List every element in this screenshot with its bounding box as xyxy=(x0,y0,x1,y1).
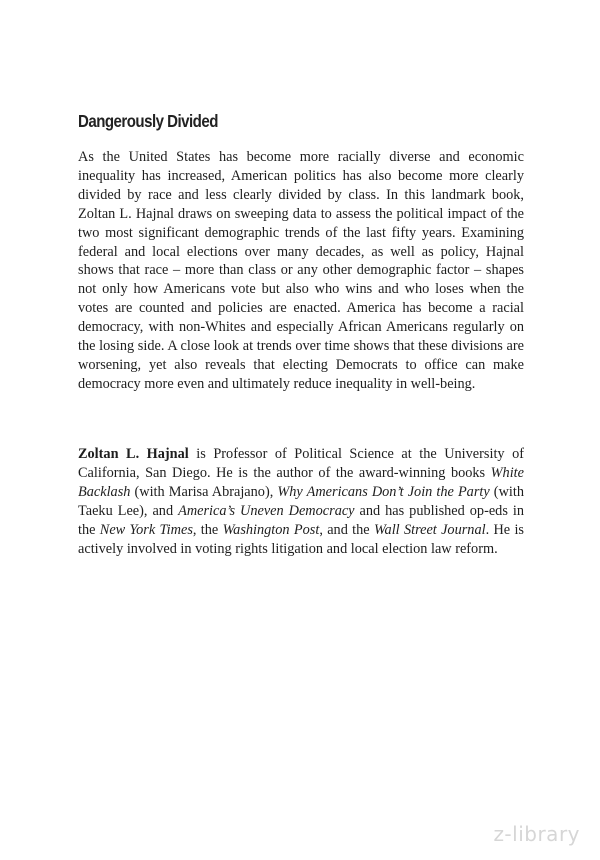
book-title-why-americans: Why Americans Don’t Join the Party xyxy=(277,483,490,500)
zlibrary-watermark: z-library xyxy=(493,822,580,846)
author-name: Zoltan L. Hajnal xyxy=(78,446,189,462)
bio-text-3: (with Taeku Lee), and xyxy=(78,483,524,519)
newspaper-wapo: Washington Post xyxy=(222,521,320,538)
bio-text-4: and has published op-eds in the xyxy=(78,502,524,538)
book-title-white-backlash: White Backlash xyxy=(78,464,524,500)
newspaper-nyt: New York Times xyxy=(99,521,193,538)
bio-text-2: (with Marisa Abrajano), xyxy=(130,483,278,500)
bio-text-5: , the xyxy=(192,521,223,538)
bio-text-1: is Professor of Political Science at the University of California, San Diego. He is the author of the award-winning books xyxy=(78,446,524,481)
book-description: As the United States has become more racially diverse and economic inequality has increased, American politics has also become more clearly divided by race and less clearly divided by class. In this landmark book, Zoltan L. Hajnal draws on sweeping data to assess the political impact of the two most significant demographic trends of the last fifty years. Examining federal and local elections over many decades, as well as policy, Hajnal shows that race – more than class or any other demographic factor – shapes not only how Americans vote but also who wins and who loses when the votes are counted and policies are enacted. America has become a racial democracy, with non-Whites and especially African Americans regularly on the losing side. A close look at trends over time shows that these divisions are worsening, yet also reveals that electing Democrats to office can make democracy more even and ultimately reduce inequality in well-being. xyxy=(78,149,524,392)
bio-text-7: . He is actively involved in voting rights litigation and local election law reform. xyxy=(78,521,524,557)
book-title-uneven-democracy: America’s Uneven Democracy xyxy=(178,502,355,519)
bio-text-6: , and the xyxy=(319,521,374,538)
book-title: Dangerously Divided xyxy=(78,111,218,131)
author-bio xyxy=(78,445,524,558)
newspaper-wsj: Wall Street Journal xyxy=(373,521,486,538)
